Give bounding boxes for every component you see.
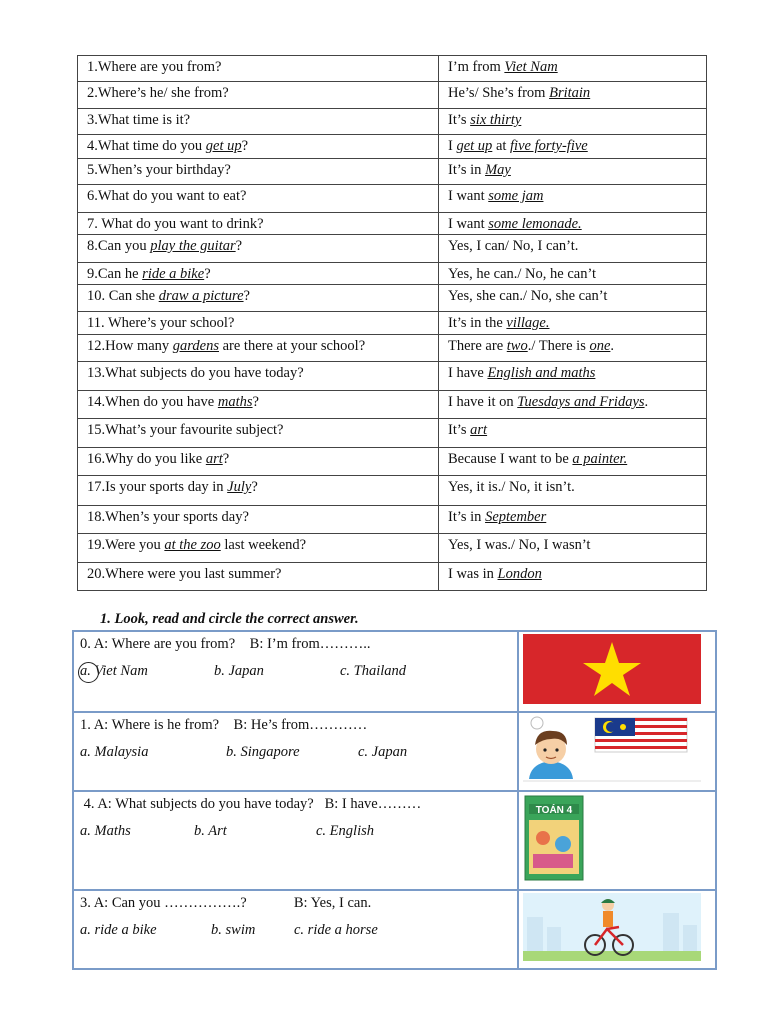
answer-cell — [439, 506, 707, 534]
text-segment: September — [485, 509, 547, 525]
exercise-row — [73, 791, 716, 890]
question-cell — [78, 285, 439, 312]
answer-cell — [439, 135, 707, 159]
question-cell — [78, 185, 439, 213]
text-segment: Yes, she can./ No, she can’t — [448, 288, 608, 304]
text-segment: It’s — [448, 112, 471, 128]
question-cell — [78, 391, 439, 419]
text-segment: 19.Were you — [87, 537, 165, 553]
text-segment: ? — [235, 238, 243, 254]
text-segment: I have it on — [448, 394, 518, 410]
exercise-row — [73, 890, 716, 969]
answer-cell — [439, 391, 707, 419]
child-riding-bike-image — [523, 893, 701, 961]
vietnam-flag-image — [523, 634, 701, 704]
exercise-options — [80, 663, 517, 680]
text-segment: 8.Can you — [87, 238, 151, 254]
exercise-title: 1. Look, read and circle the correct answer. — [100, 611, 359, 627]
exercise-options — [80, 922, 517, 939]
text-segment: 1.Where are you from? — [87, 59, 222, 75]
text-segment: at the zoo — [164, 537, 221, 553]
text-segment: I want — [448, 216, 489, 232]
answer-cell — [439, 335, 707, 362]
question-answer-table — [77, 55, 707, 591]
exercise-options — [80, 744, 517, 761]
text-segment: village. — [506, 315, 550, 331]
exercise-question: 4. A: What subjects do you have today? B: I have……… — [80, 796, 422, 812]
text-segment: It’s — [448, 422, 471, 438]
question-cell — [78, 448, 439, 476]
exercise-row — [73, 631, 716, 712]
question-cell — [78, 135, 439, 159]
text-segment: July — [227, 479, 252, 495]
option-a[interactable]: a. Malaysia — [80, 744, 149, 760]
question-cell — [78, 506, 439, 534]
question-cell — [78, 362, 439, 391]
question-cell — [78, 419, 439, 448]
answer-cell — [439, 56, 707, 82]
text-segment: one — [589, 338, 611, 354]
text-segment: 20.Where were you last summer? — [87, 566, 282, 582]
text-segment: get up — [456, 138, 493, 154]
text-segment: are there at your school? — [218, 338, 366, 354]
answer-cell — [439, 109, 707, 135]
option-c[interactable]: c. Japan — [358, 744, 408, 760]
text-segment: play the guitar — [150, 238, 236, 254]
text-segment: I have — [448, 365, 488, 381]
text-segment: 5.When’s your birthday? — [87, 162, 231, 178]
text-segment: five forty-five — [510, 138, 588, 154]
text-segment: 4.What time do you — [87, 138, 206, 154]
question-cell — [78, 312, 439, 335]
text-segment: 9.Can he — [87, 266, 143, 282]
text-segment: draw a picture — [158, 288, 244, 304]
text-segment: 17.Is your sports day in — [87, 479, 228, 495]
text-segment: 6.What do you want to eat? — [87, 188, 247, 204]
book-title: TOÁN 4 — [535, 805, 573, 816]
text-segment: Yes, I can/ No, I can’t. — [448, 238, 579, 254]
question-cell — [78, 263, 439, 285]
option-a[interactable]: a. Viet Nam — [80, 663, 214, 680]
text-segment: ? — [222, 451, 230, 467]
option-c[interactable]: c. English — [316, 823, 374, 839]
text-segment: ? — [252, 394, 259, 410]
text-segment: Yes, he can./ No, he can’t — [448, 266, 597, 282]
text-segment: two — [506, 338, 528, 354]
text-segment: Yes, I was./ No, I wasn’t — [448, 537, 591, 553]
text-segment: He’s/ She’s from — [448, 85, 550, 101]
text-segment: gardens — [172, 338, 219, 354]
text-segment: 13.What subjects do you have today? — [87, 365, 304, 381]
answer-cell — [439, 263, 707, 285]
qa-row — [78, 109, 707, 135]
exercise-question: 1. A: Where is he from? B: He’s from………… — [80, 717, 368, 733]
text-segment: 14.When do you have — [87, 394, 218, 410]
answer-circle — [78, 662, 99, 683]
exercise-question: 3. A: Can you …………….? B: Yes, I can. — [80, 895, 372, 911]
answer-cell — [439, 362, 707, 391]
text-segment: 12.How many — [87, 338, 173, 354]
question-cell — [78, 235, 439, 263]
text-segment: . — [644, 394, 649, 410]
answer-cell — [439, 235, 707, 263]
text-segment: 11. Where’s your school? — [87, 315, 235, 331]
qa-row — [78, 335, 707, 362]
text-segment: ? — [204, 266, 211, 282]
text-segment: English and maths — [487, 365, 596, 381]
qa-row — [78, 476, 707, 506]
answer-cell — [439, 82, 707, 109]
text-segment: 10. Can she — [87, 288, 159, 304]
text-segment: Because I want to be — [448, 451, 573, 467]
text-segment: get up — [205, 138, 242, 154]
text-segment: ride a bike — [142, 266, 205, 282]
qa-row — [78, 362, 707, 391]
answer-cell — [439, 419, 707, 448]
text-segment: 15.What’s your favourite subject? — [87, 422, 284, 438]
text-segment: six thirty — [470, 112, 522, 128]
answer-cell — [439, 534, 707, 563]
qa-row — [78, 159, 707, 185]
qa-row — [78, 235, 707, 263]
qa-row — [78, 391, 707, 419]
answer-cell — [439, 159, 707, 185]
text-segment: Yes, it is./ No, it isn’t. — [448, 479, 575, 495]
question-cell — [78, 56, 439, 82]
text-segment: ./ There is — [527, 338, 590, 354]
option-a[interactable]: a. Maths — [80, 823, 131, 839]
option-c[interactable]: c. Thailand — [340, 663, 407, 679]
qa-row — [78, 448, 707, 476]
text-segment: I want — [448, 188, 489, 204]
answer-cell — [439, 312, 707, 335]
text-segment: 7. What do you want to drink? — [87, 216, 264, 232]
math-book-image — [523, 794, 701, 882]
question-cell — [78, 563, 439, 591]
text-segment: It’s in the — [448, 315, 507, 331]
text-segment: ? — [251, 479, 258, 495]
text-segment: last weekend? — [220, 537, 307, 553]
qa-row — [78, 82, 707, 109]
question-cell — [78, 335, 439, 362]
question-cell — [78, 109, 439, 135]
exercise-row — [73, 712, 716, 791]
question-cell — [78, 213, 439, 235]
text-segment: I was in — [448, 566, 498, 582]
boy-with-malaysia-flag-image — [523, 715, 701, 783]
option-b[interactable]: b. Art — [194, 823, 227, 839]
option-b[interactable]: b. Singapore — [226, 744, 300, 760]
text-segment: ? — [241, 138, 249, 154]
text-segment: at — [492, 138, 511, 154]
question-cell — [78, 159, 439, 185]
answer-cell — [439, 185, 707, 213]
exercise-table — [72, 630, 717, 970]
qa-row — [78, 419, 707, 448]
text-segment: 18.When’s your sports day? — [87, 509, 249, 525]
option-b[interactable]: b. Japan — [214, 663, 264, 679]
text-segment: I’m from — [448, 59, 505, 75]
qa-row — [78, 506, 707, 534]
qa-row — [78, 213, 707, 235]
option-c[interactable]: c. ride a horse — [294, 922, 378, 938]
text-segment: maths — [217, 394, 253, 410]
qa-row — [78, 185, 707, 213]
text-segment: I — [448, 138, 457, 154]
question-cell — [78, 82, 439, 109]
text-segment: Tuesdays and Fridays — [517, 394, 645, 410]
text-segment: Viet Nam — [504, 59, 558, 75]
text-segment: ? — [243, 288, 250, 304]
qa-row — [78, 56, 707, 82]
qa-row — [78, 534, 707, 563]
option-a[interactable]: a. ride a bike — [80, 922, 157, 938]
qa-row — [78, 312, 707, 335]
text-segment: It’s in — [448, 509, 486, 525]
answer-cell — [439, 285, 707, 312]
answer-cell — [439, 213, 707, 235]
option-b[interactable]: b. swim — [211, 922, 256, 938]
qa-row — [78, 563, 707, 591]
text-segment: There are — [448, 338, 507, 354]
question-cell — [78, 476, 439, 506]
answer-cell — [439, 563, 707, 591]
exercise-question: 0. A: Where are you from? B: I’m from……….. — [80, 636, 371, 652]
text-segment: art — [470, 422, 488, 438]
text-segment: . — [610, 338, 615, 354]
qa-row — [78, 135, 707, 159]
text-segment: art — [205, 451, 223, 467]
text-segment: 3.What time is it? — [87, 112, 191, 128]
answer-cell — [439, 448, 707, 476]
text-segment: some lemonade. — [488, 216, 582, 232]
qa-row — [78, 285, 707, 312]
exercise-options — [80, 823, 517, 840]
text-segment: a painter. — [572, 451, 628, 467]
text-segment: May — [485, 162, 511, 178]
answer-cell — [439, 476, 707, 506]
qa-row — [78, 263, 707, 285]
text-segment: Britain — [549, 85, 591, 101]
text-segment: 2.Where’s he/ she from? — [87, 85, 229, 101]
question-cell — [78, 534, 439, 563]
text-segment: It’s in — [448, 162, 486, 178]
text-segment: 16.Why do you like — [87, 451, 206, 467]
text-segment: some jam — [488, 188, 544, 204]
text-segment: London — [497, 566, 542, 582]
